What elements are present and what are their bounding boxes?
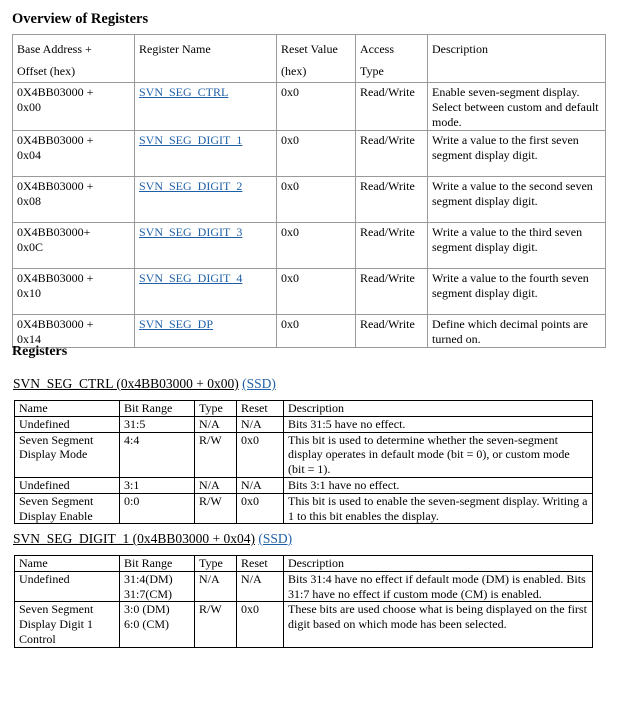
description-cell: Enable seven-segment display. Select between custom and default mode. [428, 83, 606, 131]
register-link-svn-seg-ctrl[interactable]: SVN_SEG_CTRL [135, 83, 277, 131]
header-description: Description [284, 401, 593, 417]
register-link-svn-seg-digit-2[interactable]: SVN_SEG_DIGIT_2 [135, 177, 277, 223]
reset-cell: 0x0 [277, 223, 356, 269]
field-bits: 4:4 [120, 432, 195, 477]
reset-cell: 0x0 [277, 83, 356, 131]
description-cell: Write a value to the fourth seven segment display digit. [428, 269, 606, 315]
header-description: Description [284, 556, 593, 572]
table-row [15, 416, 593, 432]
header-base-address: Base Address + Offset (hex) [13, 35, 135, 83]
table-row [13, 269, 606, 315]
header-reset: Reset [237, 556, 284, 572]
field-type: R/W [195, 493, 237, 524]
header-register-name: Register Name [135, 35, 277, 83]
description-cell: Define which decimal points are turned on. [428, 315, 606, 348]
table-row [13, 223, 606, 269]
description-cell: Write a value to the third seven segment display digit. [428, 223, 606, 269]
field-bits: 3:1 [120, 477, 195, 493]
field-reset: N/A [237, 416, 284, 432]
access-cell: Read/Write [356, 131, 428, 177]
field-name: Undefined [15, 416, 120, 432]
address-cell: 0X4BB03000 + 0x04 [13, 131, 135, 177]
field-type: N/A [195, 571, 237, 602]
table-row [13, 131, 606, 177]
access-cell: Read/Write [356, 269, 428, 315]
reset-cell: 0x0 [277, 131, 356, 177]
field-name: Seven Segment Display Digit 1 Control [15, 602, 120, 647]
header-reset: Reset [237, 401, 284, 417]
reset-cell: 0x0 [277, 315, 356, 348]
registers-title: Registers [12, 344, 68, 359]
field-reset: 0x0 [237, 493, 284, 524]
field-description: These bits are used choose what is being displayed on the first digit based on which mode has been selected. [284, 602, 593, 647]
overview-header-row [13, 35, 606, 83]
overview-title: Overview of Registers [12, 11, 149, 27]
reset-cell: 0x0 [277, 269, 356, 315]
field-reset: N/A [237, 571, 284, 602]
register-link-svn-seg-digit-4[interactable]: SVN_SEG_DIGIT_4 [135, 269, 277, 315]
header-type: Type [195, 401, 237, 417]
address-cell: 0X4BB03000 + 0x08 [13, 177, 135, 223]
reg1-heading [13, 376, 276, 392]
table-row [15, 432, 593, 477]
field-bits: 31:4(DM) 31:7(CM) [120, 571, 195, 602]
table-row [13, 315, 606, 348]
description-cell: Write a value to the first seven segment display digit. [428, 131, 606, 177]
header-description: Description [428, 35, 606, 83]
reg2-ssd-link[interactable]: (SSD) [258, 531, 293, 546]
overview-table [12, 34, 606, 348]
header-access-type: Access Type [356, 35, 428, 83]
field-type: R/W [195, 432, 237, 477]
table-row [13, 177, 606, 223]
field-type: N/A [195, 416, 237, 432]
reg2-header-row [15, 556, 593, 572]
access-cell: Read/Write [356, 223, 428, 269]
register-link-svn-seg-dp[interactable]: SVN_SEG_DP [135, 315, 277, 348]
reg1-heading-text: SVN_SEG_CTRL (0x4BB03000 + 0x00) [13, 376, 239, 391]
table-row [15, 602, 593, 647]
field-description: Bits 3:1 have no effect. [284, 477, 593, 493]
reg1-ssd-link[interactable]: (SSD) [242, 376, 276, 391]
reg2-heading-text: SVN_SEG_DIGIT_1 (0x4BB03000 + 0x04) [13, 531, 255, 546]
reg2-table [14, 555, 593, 648]
reg1-header-row [15, 401, 593, 417]
table-row [15, 493, 593, 524]
table-row [15, 477, 593, 493]
field-type: R/W [195, 602, 237, 647]
header-bit-range: Bit Range [120, 401, 195, 417]
access-cell: Read/Write [356, 177, 428, 223]
field-description: Bits 31:4 have no effect if default mode (DM) is enabled. Bits 31:7 have no effect if custom mode (CM) is enabled. [284, 571, 593, 602]
access-cell: Read/Write [356, 315, 428, 348]
field-description: This bit is used to determine whether the seven-segment display operates in default mode (bit = 0), or custom mode (bit = 1). [284, 432, 593, 477]
header-name: Name [15, 401, 120, 417]
address-cell: 0X4BB03000 + 0x10 [13, 269, 135, 315]
field-description: Bits 31:5 have no effect. [284, 416, 593, 432]
field-reset: 0x0 [237, 432, 284, 477]
field-name: Seven Segment Display Enable [15, 493, 120, 524]
reg1-table [14, 400, 593, 524]
register-link-svn-seg-digit-3[interactable]: SVN_SEG_DIGIT_3 [135, 223, 277, 269]
table-row [15, 571, 593, 602]
field-name: Seven Segment Display Mode [15, 432, 120, 477]
field-bits: 3:0 (DM) 6:0 (CM) [120, 602, 195, 647]
access-cell: Read/Write [356, 83, 428, 131]
field-bits: 31:5 [120, 416, 195, 432]
description-cell: Write a value to the second seven segment display digit. [428, 177, 606, 223]
field-bits: 0:0 [120, 493, 195, 524]
field-reset: 0x0 [237, 602, 284, 647]
table-row [13, 83, 606, 131]
reg2-heading [13, 531, 292, 547]
field-name: Undefined [15, 477, 120, 493]
field-reset: N/A [237, 477, 284, 493]
header-bit-range: Bit Range [120, 556, 195, 572]
field-type: N/A [195, 477, 237, 493]
reset-cell: 0x0 [277, 177, 356, 223]
address-cell: 0X4BB03000+ 0x0C [13, 223, 135, 269]
field-description: This bit is used to enable the seven-segment display. Writing a 1 to this bit enables the display. [284, 493, 593, 524]
field-name: Undefined [15, 571, 120, 602]
address-cell: 0X4BB03000 + 0x00 [13, 83, 135, 131]
header-name: Name [15, 556, 120, 572]
register-link-svn-seg-digit-1[interactable]: SVN_SEG_DIGIT_1 [135, 131, 277, 177]
header-type: Type [195, 556, 237, 572]
address-cell: 0X4BB03000 + 0x14 [13, 315, 135, 348]
header-reset-value: Reset Value (hex) [277, 35, 356, 83]
